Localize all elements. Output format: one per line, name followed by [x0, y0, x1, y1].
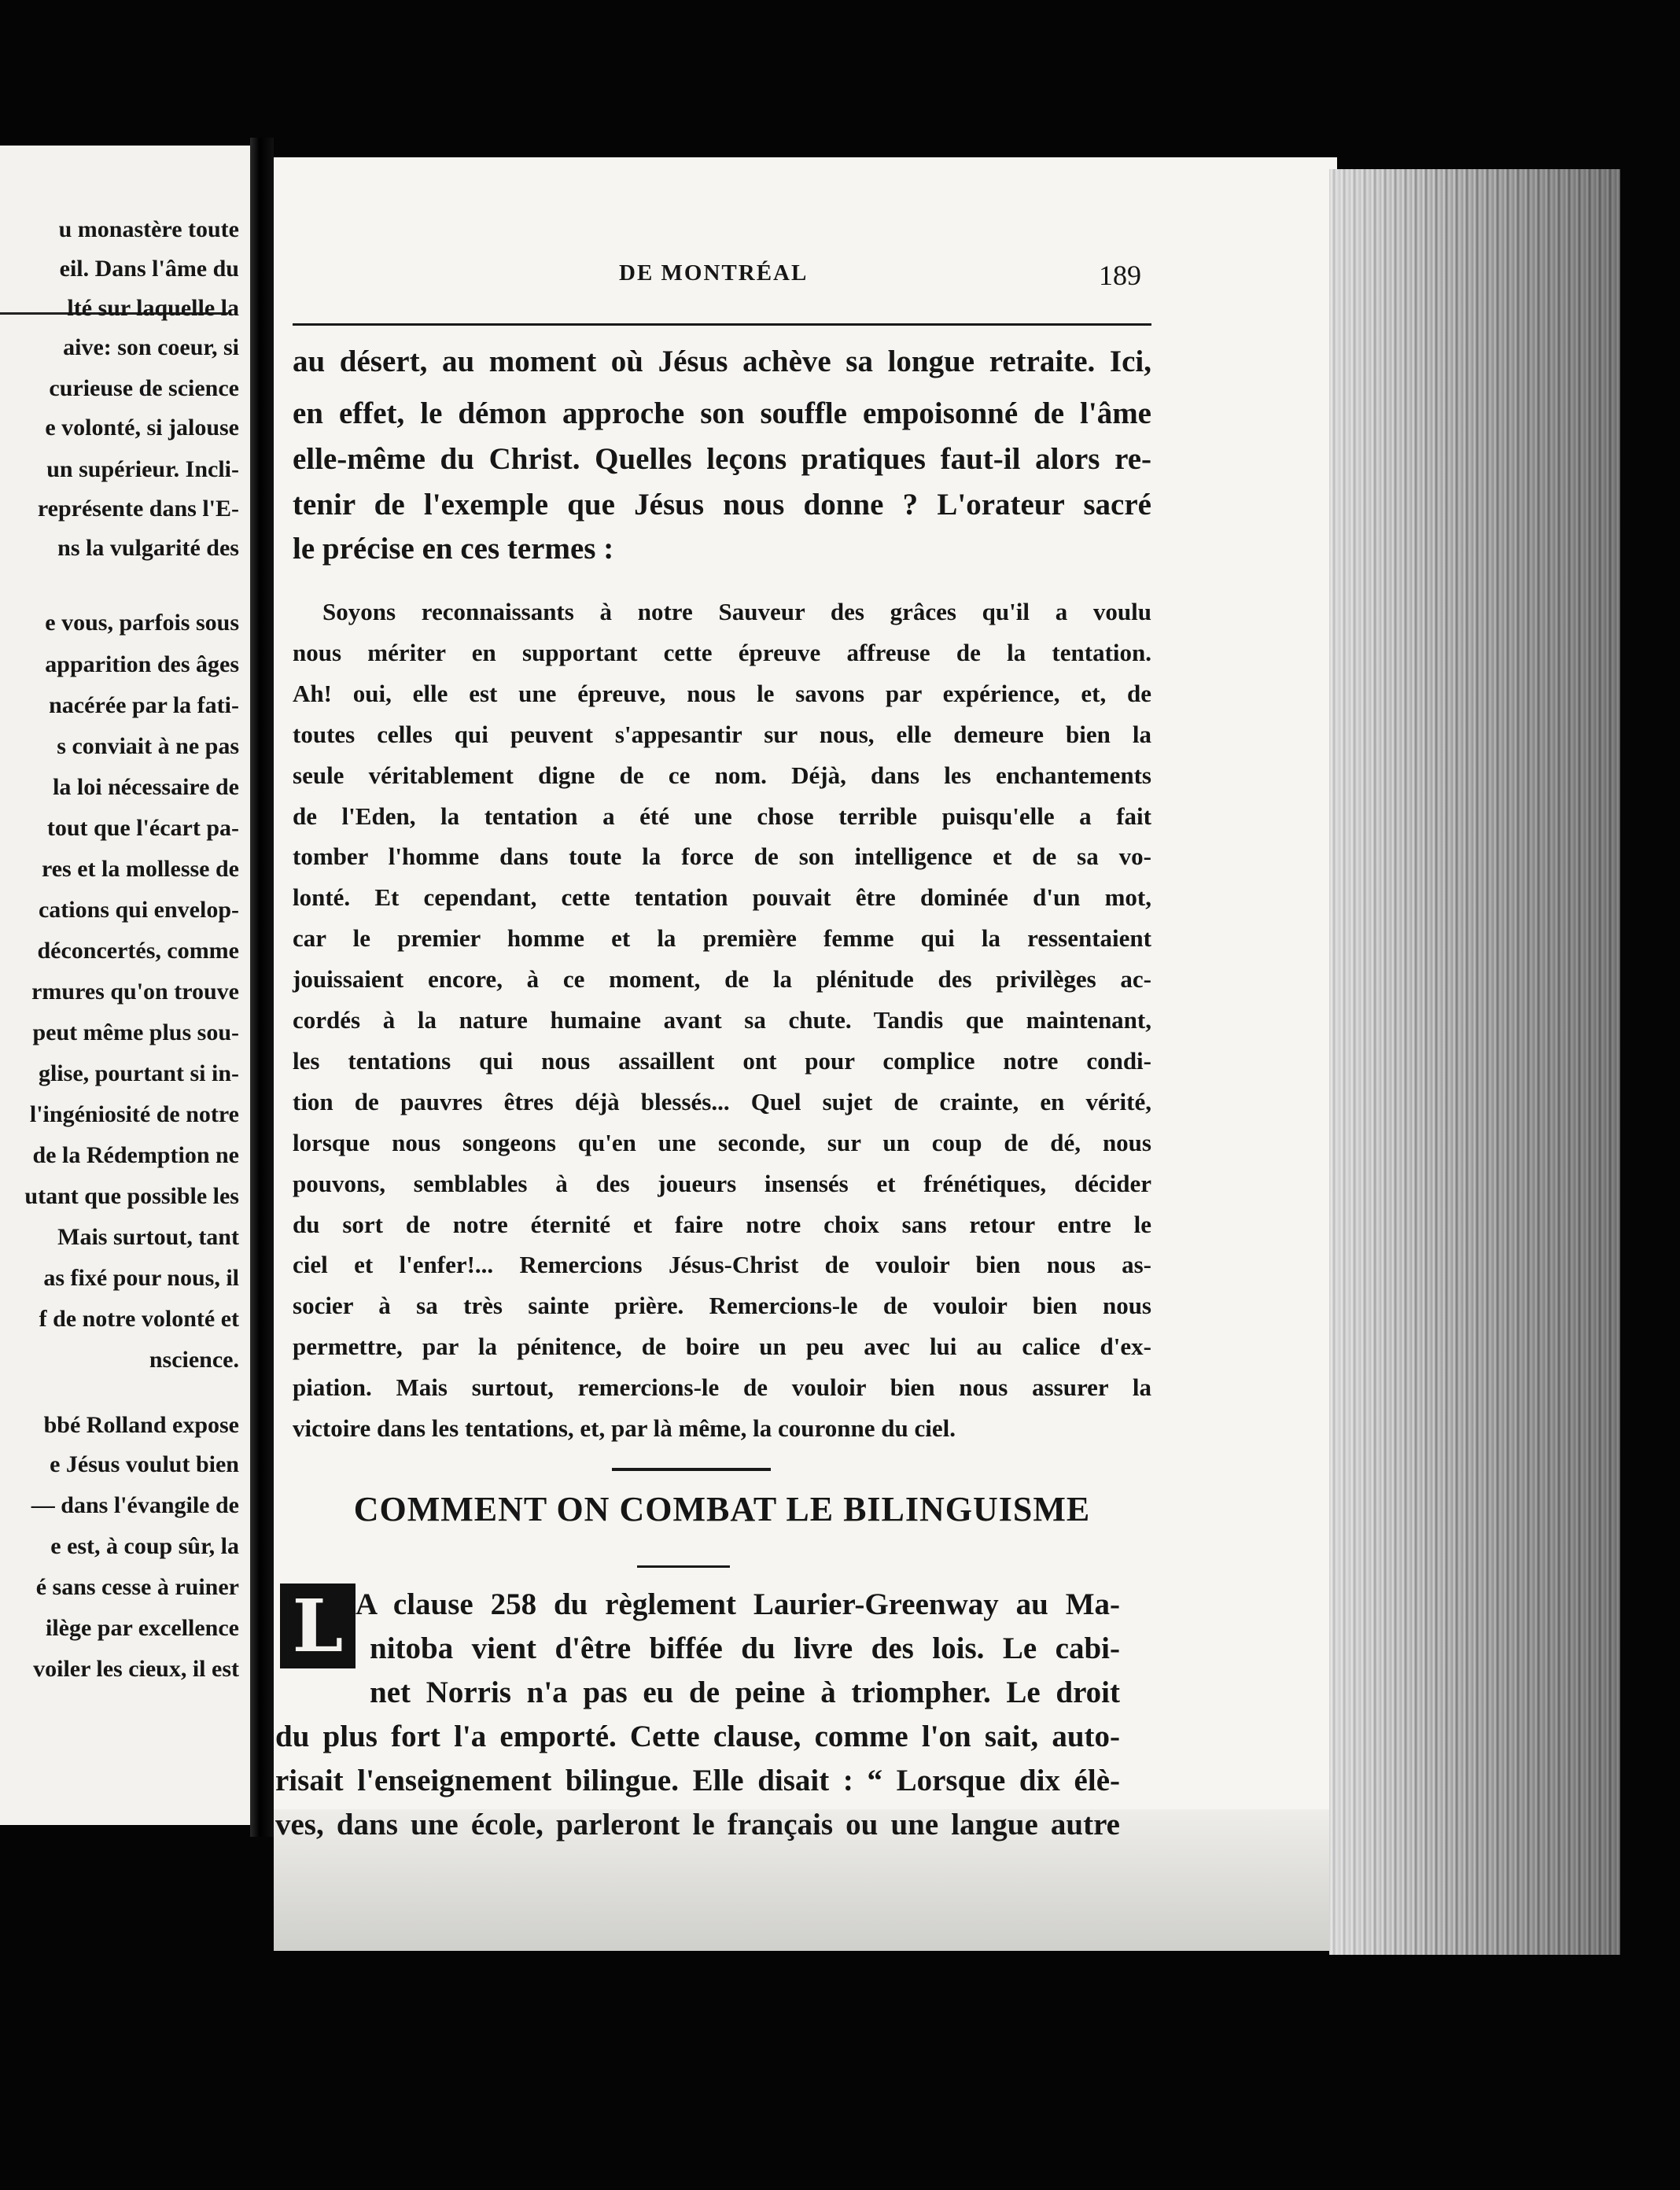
left-page-line: s conviait à ne pas: [57, 733, 239, 759]
intro-line: tenir de l'exemple que Jésus nous donne ? L'orateur sacré: [293, 488, 1151, 522]
left-page-line: peut même plus sou-: [32, 1019, 239, 1045]
quote-line: nous mériter en supportant cette épreuve affreuse de la tentation.: [293, 639, 1151, 666]
left-page-line: un supérieur. Incli-: [46, 456, 239, 482]
quote-line: du sort de notre éternité et faire notre choix sans retour entre le: [293, 1211, 1151, 1238]
left-page-line: apparition des âges: [45, 651, 239, 677]
intro-line: elle-même du Christ. Quelles leçons pratiques faut-il alors re-: [293, 442, 1151, 476]
quote-line: piation. Mais surtout, remercions-le de vouloir bien nous assurer la: [293, 1373, 1151, 1401]
quote-line: socier à sa très sainte prière. Remercions-le de vouloir bien nous: [293, 1292, 1151, 1319]
left-page-line: voiler les cieux, il est: [33, 1656, 239, 1682]
left-page-line: eil. Dans l'âme du: [59, 256, 239, 282]
left-page-line: e Jésus voulut bien: [50, 1451, 239, 1477]
left-page-line: tout que l'écart pa-: [46, 815, 239, 841]
quote-line: Ah! oui, elle est une épreuve, nous le savons par expérience, et, de: [293, 680, 1151, 707]
running-title: DE MONTRÉAL: [619, 260, 809, 286]
intro-line: le précise en ces termes :: [293, 532, 614, 566]
left-page-line: e vous, parfois sous: [45, 610, 239, 636]
left-page: [0, 146, 250, 1825]
quote-line: permettre, par la pénitence, de boire un peu avec lui au calice d'ex-: [293, 1333, 1151, 1360]
left-page-line: ns la vulgarité des: [57, 535, 239, 561]
left-page-line: bbé Rolland expose: [43, 1412, 239, 1438]
quote-line: seule véritablement digne de ce nom. Déjà, dans les enchantements: [293, 761, 1151, 789]
section-title: COMMENT ON COMBAT LE BILINGUISME: [353, 1490, 1091, 1528]
left-page-line: e est, à coup sûr, la: [50, 1533, 239, 1559]
title-underline: [637, 1565, 730, 1568]
quote-line: toutes celles qui peuvent s'appesantir sur nous, elle demeure bien la: [293, 721, 1151, 748]
left-page-line: glise, pourtant si in-: [38, 1060, 239, 1086]
left-page-line: f de notre volonté et: [39, 1306, 239, 1332]
left-page-line: représente dans l'E-: [37, 496, 239, 522]
quote-line: de l'Eden, la tentation a été une chose terrible puisqu'elle a fait: [293, 802, 1151, 830]
section-line: A clause 258 du règlement Laurier-Greenway au Ma-: [356, 1587, 1120, 1621]
quote-line: car le premier homme et la première femme qui la ressentaient: [293, 924, 1151, 952]
quote-line: tomber l'homme dans toute la force de son intelligence et de sa vo-: [293, 842, 1151, 870]
left-page-line: é sans cesse à ruiner: [35, 1574, 239, 1600]
quote-line: tion de pauvres êtres déjà blessés... Quel sujet de crainte, en vérité,: [293, 1088, 1151, 1115]
left-page-line: rmures qu'on trouve: [31, 979, 239, 1005]
left-page-line: déconcertés, comme: [37, 938, 239, 964]
left-page-line: aive: son coeur, si: [63, 334, 239, 360]
left-page-line: ilège par excellence: [45, 1615, 239, 1641]
page-number: 189: [1099, 260, 1141, 291]
quote-line: lonté. Et cependant, cette tentation pouvait être dominée d'un mot,: [293, 883, 1151, 911]
left-page-line: nscience.: [149, 1347, 239, 1373]
left-page-line: la loi nécessaire de: [53, 774, 239, 800]
intro-line: au désert, au moment où Jésus achève sa longue retraite. Ici,: [293, 345, 1151, 378]
left-page-line: res et la mollesse de: [41, 856, 239, 882]
section-line: risait l'enseignement bilingue. Elle disait : “ Lorsque dix élè-: [275, 1764, 1120, 1797]
left-page-line: nacérée par la fati-: [49, 692, 239, 718]
left-page-line: u monastère toute: [58, 216, 239, 242]
left-page-line: Mais surtout, tant: [57, 1224, 239, 1250]
quote-line: Soyons reconnaissants à notre Sauveur des grâces qu'il a voulu: [322, 598, 1151, 625]
quote-line: victoire dans les tentations, et, par là même, la couronne du ciel.: [293, 1414, 956, 1442]
left-page-line: de la Rédemption ne: [32, 1142, 239, 1168]
quote-line: jouissaient encore, à ce moment, de la plénitude des privilèges ac-: [293, 965, 1151, 993]
left-page-line: utant que possible les: [24, 1183, 239, 1209]
page-block-shade: [1329, 169, 1620, 1955]
intro-line: en effet, le démon approche son souffle empoisonné de l'âme: [293, 396, 1151, 430]
left-page-line: lté sur laquelle la: [67, 295, 239, 321]
quote-line: ciel et l'enfer!... Remercions Jésus-Christ de vouloir bien nous as-: [293, 1251, 1151, 1278]
left-page-line: e volonté, si jalouse: [45, 415, 239, 441]
section-line: net Norris n'a pas eu de peine à triompher. Le droit: [370, 1676, 1120, 1709]
quote-line: lorsque nous songeons qu'en une seconde, sur un coup de dé, nous: [293, 1129, 1151, 1156]
left-page-line: as fixé pour nous, il: [43, 1265, 239, 1291]
book-gutter: [250, 138, 274, 1837]
section-line: nitoba vient d'être biffée du livre des lois. Le cabi-: [370, 1631, 1120, 1665]
header-rule: [293, 323, 1151, 326]
quote-line: cordés à la nature humaine avant sa chute. Tandis que maintenant,: [293, 1006, 1151, 1034]
left-page-line: cations qui envelop-: [38, 897, 239, 923]
left-page-line: curieuse de science: [49, 375, 239, 401]
quote-line: les tentations qui nous assaillent ont pour complice notre condi-: [293, 1047, 1151, 1075]
section-line: ves, dans une école, parleront le français ou une langue autre: [275, 1808, 1120, 1842]
left-page-line: — dans l'évangile de: [31, 1492, 239, 1518]
section-divider: [612, 1468, 771, 1471]
drop-cap-initial: L: [280, 1584, 356, 1668]
section-line: du plus fort l'a emporté. Cette clause, comme l'on sait, auto-: [275, 1720, 1120, 1753]
quote-line: pouvons, semblables à des joueurs insensés et frénétiques, décider: [293, 1170, 1151, 1197]
left-page-line: l'ingéniosité de notre: [29, 1101, 239, 1127]
